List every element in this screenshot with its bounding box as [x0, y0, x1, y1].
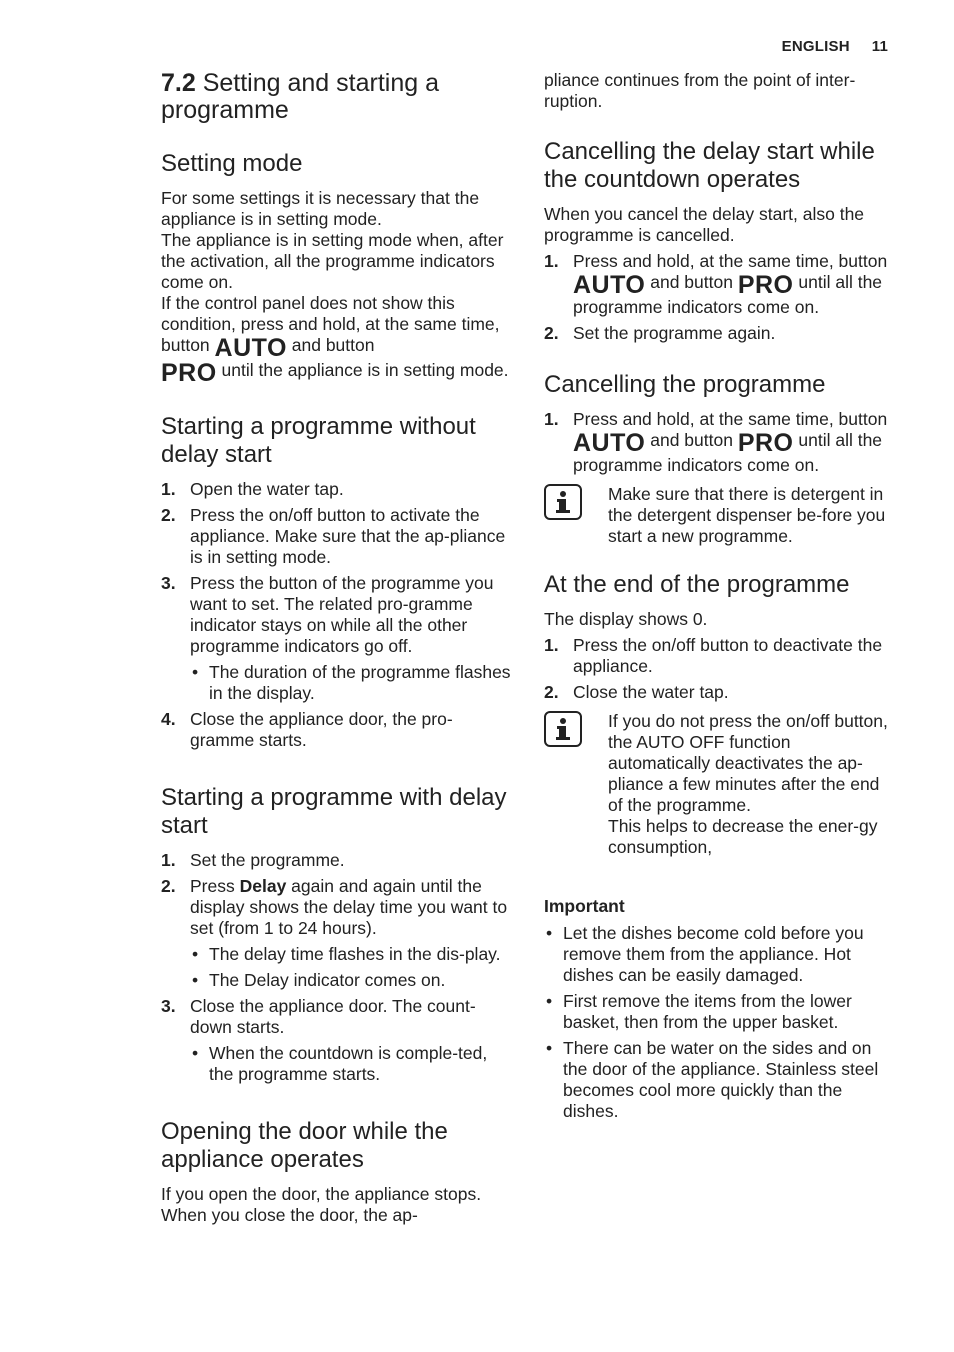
setting-mode-p3c: until the appliance is in setting mode.: [216, 360, 509, 380]
step-number: 2.: [161, 876, 176, 896]
step-text: Press and hold, at the same time, button: [573, 409, 888, 429]
auto-off-note: [544, 711, 896, 858]
step-text: again and again until the display shows the delay time you want to set (from 1 to 24 hours).: [190, 876, 508, 938]
pro-button-icon: PRO: [161, 359, 217, 387]
step-text: Close the water tap.: [573, 682, 729, 702]
step-number: 1.: [544, 251, 559, 271]
with-delay-steps: [161, 850, 513, 1085]
without-delay-title: Starting a programme without delay start: [161, 413, 476, 468]
step-text: and button: [645, 430, 738, 450]
pro-button-icon: PRO: [737, 429, 794, 457]
section-number: 7.2: [161, 69, 196, 97]
important-list: [544, 923, 896, 1122]
opening-door-text: If you open the door, the appliance stops. When you close the door, the ap-: [161, 1184, 482, 1225]
cancel-delay-title: Cancelling the delay start while the countdown operates: [544, 138, 875, 193]
step-number: 1.: [544, 409, 559, 429]
list-item: [544, 682, 896, 703]
right-column: [544, 70, 896, 1127]
list-item: [544, 409, 896, 476]
step-text: Press the on/off button to activate the appliance. Make sure that the ap-pliance is in setting mode.: [190, 505, 506, 567]
step-text: Open the water tap.: [190, 479, 344, 499]
list-item: [544, 251, 896, 318]
setting-mode-p2: The appliance is in setting mode when, after the activation, all the programme indicators come on.: [161, 230, 504, 292]
step-number: 1.: [161, 850, 176, 870]
step-number: 1.: [544, 635, 559, 655]
step-number: 3.: [161, 996, 176, 1016]
end-programme-steps: [544, 635, 896, 703]
step-text: and button: [645, 272, 738, 292]
cancel-programme-title: Cancelling the programme: [544, 371, 826, 398]
note-text: Make sure that there is detergent in the detergent dispenser be-fore you start a new programme.: [608, 484, 886, 546]
step-number: 2.: [161, 505, 176, 525]
auto-button-icon: AUTO: [214, 334, 287, 362]
sub-bullet: • When the countdown is comple-ted, the programme starts.: [190, 1043, 513, 1085]
left-column: [161, 70, 513, 1226]
auto-button-icon: AUTO: [573, 429, 646, 457]
step-text: Close the appliance door, the pro-gramme starts.: [190, 709, 453, 750]
cancel-programme-steps: [544, 409, 896, 476]
page-number: 11: [871, 38, 888, 55]
opening-door-title: Opening the door while the appliance operates: [161, 1118, 448, 1173]
note-text: If you do not press the on/off button, the AUTO OFF function automatically deactivates the ap-pliance a few minutes after the end of the programme.: [608, 711, 888, 815]
delay-label: Delay: [239, 876, 287, 896]
info-icon: [544, 484, 582, 520]
setting-mode-p1: For some settings it is necessary that the appliance is in setting mode.: [161, 188, 480, 229]
section-title: Setting and starting a programme: [161, 69, 439, 124]
sub-bullet: • The delay time flashes in the dis-play.: [190, 944, 513, 965]
detergent-note: [544, 484, 896, 547]
step-text: Press and hold, at the same time, button: [573, 251, 888, 271]
page-header: [782, 38, 888, 55]
list-item: [161, 996, 513, 1085]
list-item: [544, 635, 896, 677]
list-item: • First remove the items from the lower basket, then from the upper basket.: [544, 991, 896, 1033]
list-item: • Let the dishes become cold before you remove them from the appliance. Hot dishes can be easily damaged.: [544, 923, 896, 986]
section-heading: [161, 70, 513, 124]
step-number: 2.: [544, 323, 559, 343]
setting-mode-p3a: If the control panel does not show this condition, press and hold, at the same time, button: [161, 293, 500, 355]
cancel-delay-steps: [544, 251, 896, 344]
sub-bullet: • The Delay indicator comes on.: [190, 970, 513, 991]
step-number: 2.: [544, 682, 559, 702]
step-text: until all the programme indicators come on.: [573, 430, 883, 475]
step-text: Close the appliance door. The count-down starts.: [190, 996, 476, 1037]
info-icon: [544, 711, 582, 747]
list-item: [161, 479, 513, 500]
setting-mode-title: Setting mode: [161, 150, 303, 177]
cancel-delay-intro: When you cancel the delay start, also the programme is cancelled.: [544, 204, 865, 245]
list-item: [161, 709, 513, 751]
pro-button-icon: PRO: [737, 271, 794, 299]
continued-text: pliance continues from the point of inter-ruption.: [544, 70, 856, 111]
list-item: [161, 573, 513, 704]
step-number: 3.: [161, 573, 176, 593]
end-programme-title: At the end of the programme: [544, 571, 850, 598]
step-number: 1.: [161, 479, 176, 499]
step-text: Set the programme again.: [573, 323, 776, 343]
with-delay-title: Starting a programme with delay start: [161, 784, 507, 839]
list-item: [161, 850, 513, 871]
end-programme-intro: The display shows 0.: [544, 609, 708, 629]
list-item: [161, 505, 513, 568]
step-text: Press: [190, 876, 240, 896]
step-text: Set the programme.: [190, 850, 345, 870]
setting-mode-p3b: and button: [286, 335, 375, 355]
auto-button-icon: AUTO: [573, 271, 646, 299]
important-label: Important: [544, 896, 625, 916]
step-text: until all the programme indicators come on.: [573, 272, 883, 317]
without-delay-steps: [161, 479, 513, 751]
step-number: 4.: [161, 709, 176, 729]
header-language: ENGLISH: [781, 38, 850, 55]
step-text: Press the on/off button to deactivate the appliance.: [573, 635, 883, 676]
list-item: • There can be water on the sides and on the door of the appliance. Stainless steel becomes cool more quickly than the dishes.: [544, 1038, 896, 1122]
sub-bullet: • The duration of the programme flashes in the display.: [190, 662, 513, 704]
setting-mode-p3: [161, 293, 513, 385]
step-text: Press the button of the programme you want to set. The related pro-gramme indicator stays on while all the other programme indicators go off.: [190, 573, 494, 656]
list-item: [544, 323, 896, 344]
list-item: [161, 876, 513, 991]
note-text: This helps to decrease the ener-gy consumption,: [608, 816, 878, 857]
